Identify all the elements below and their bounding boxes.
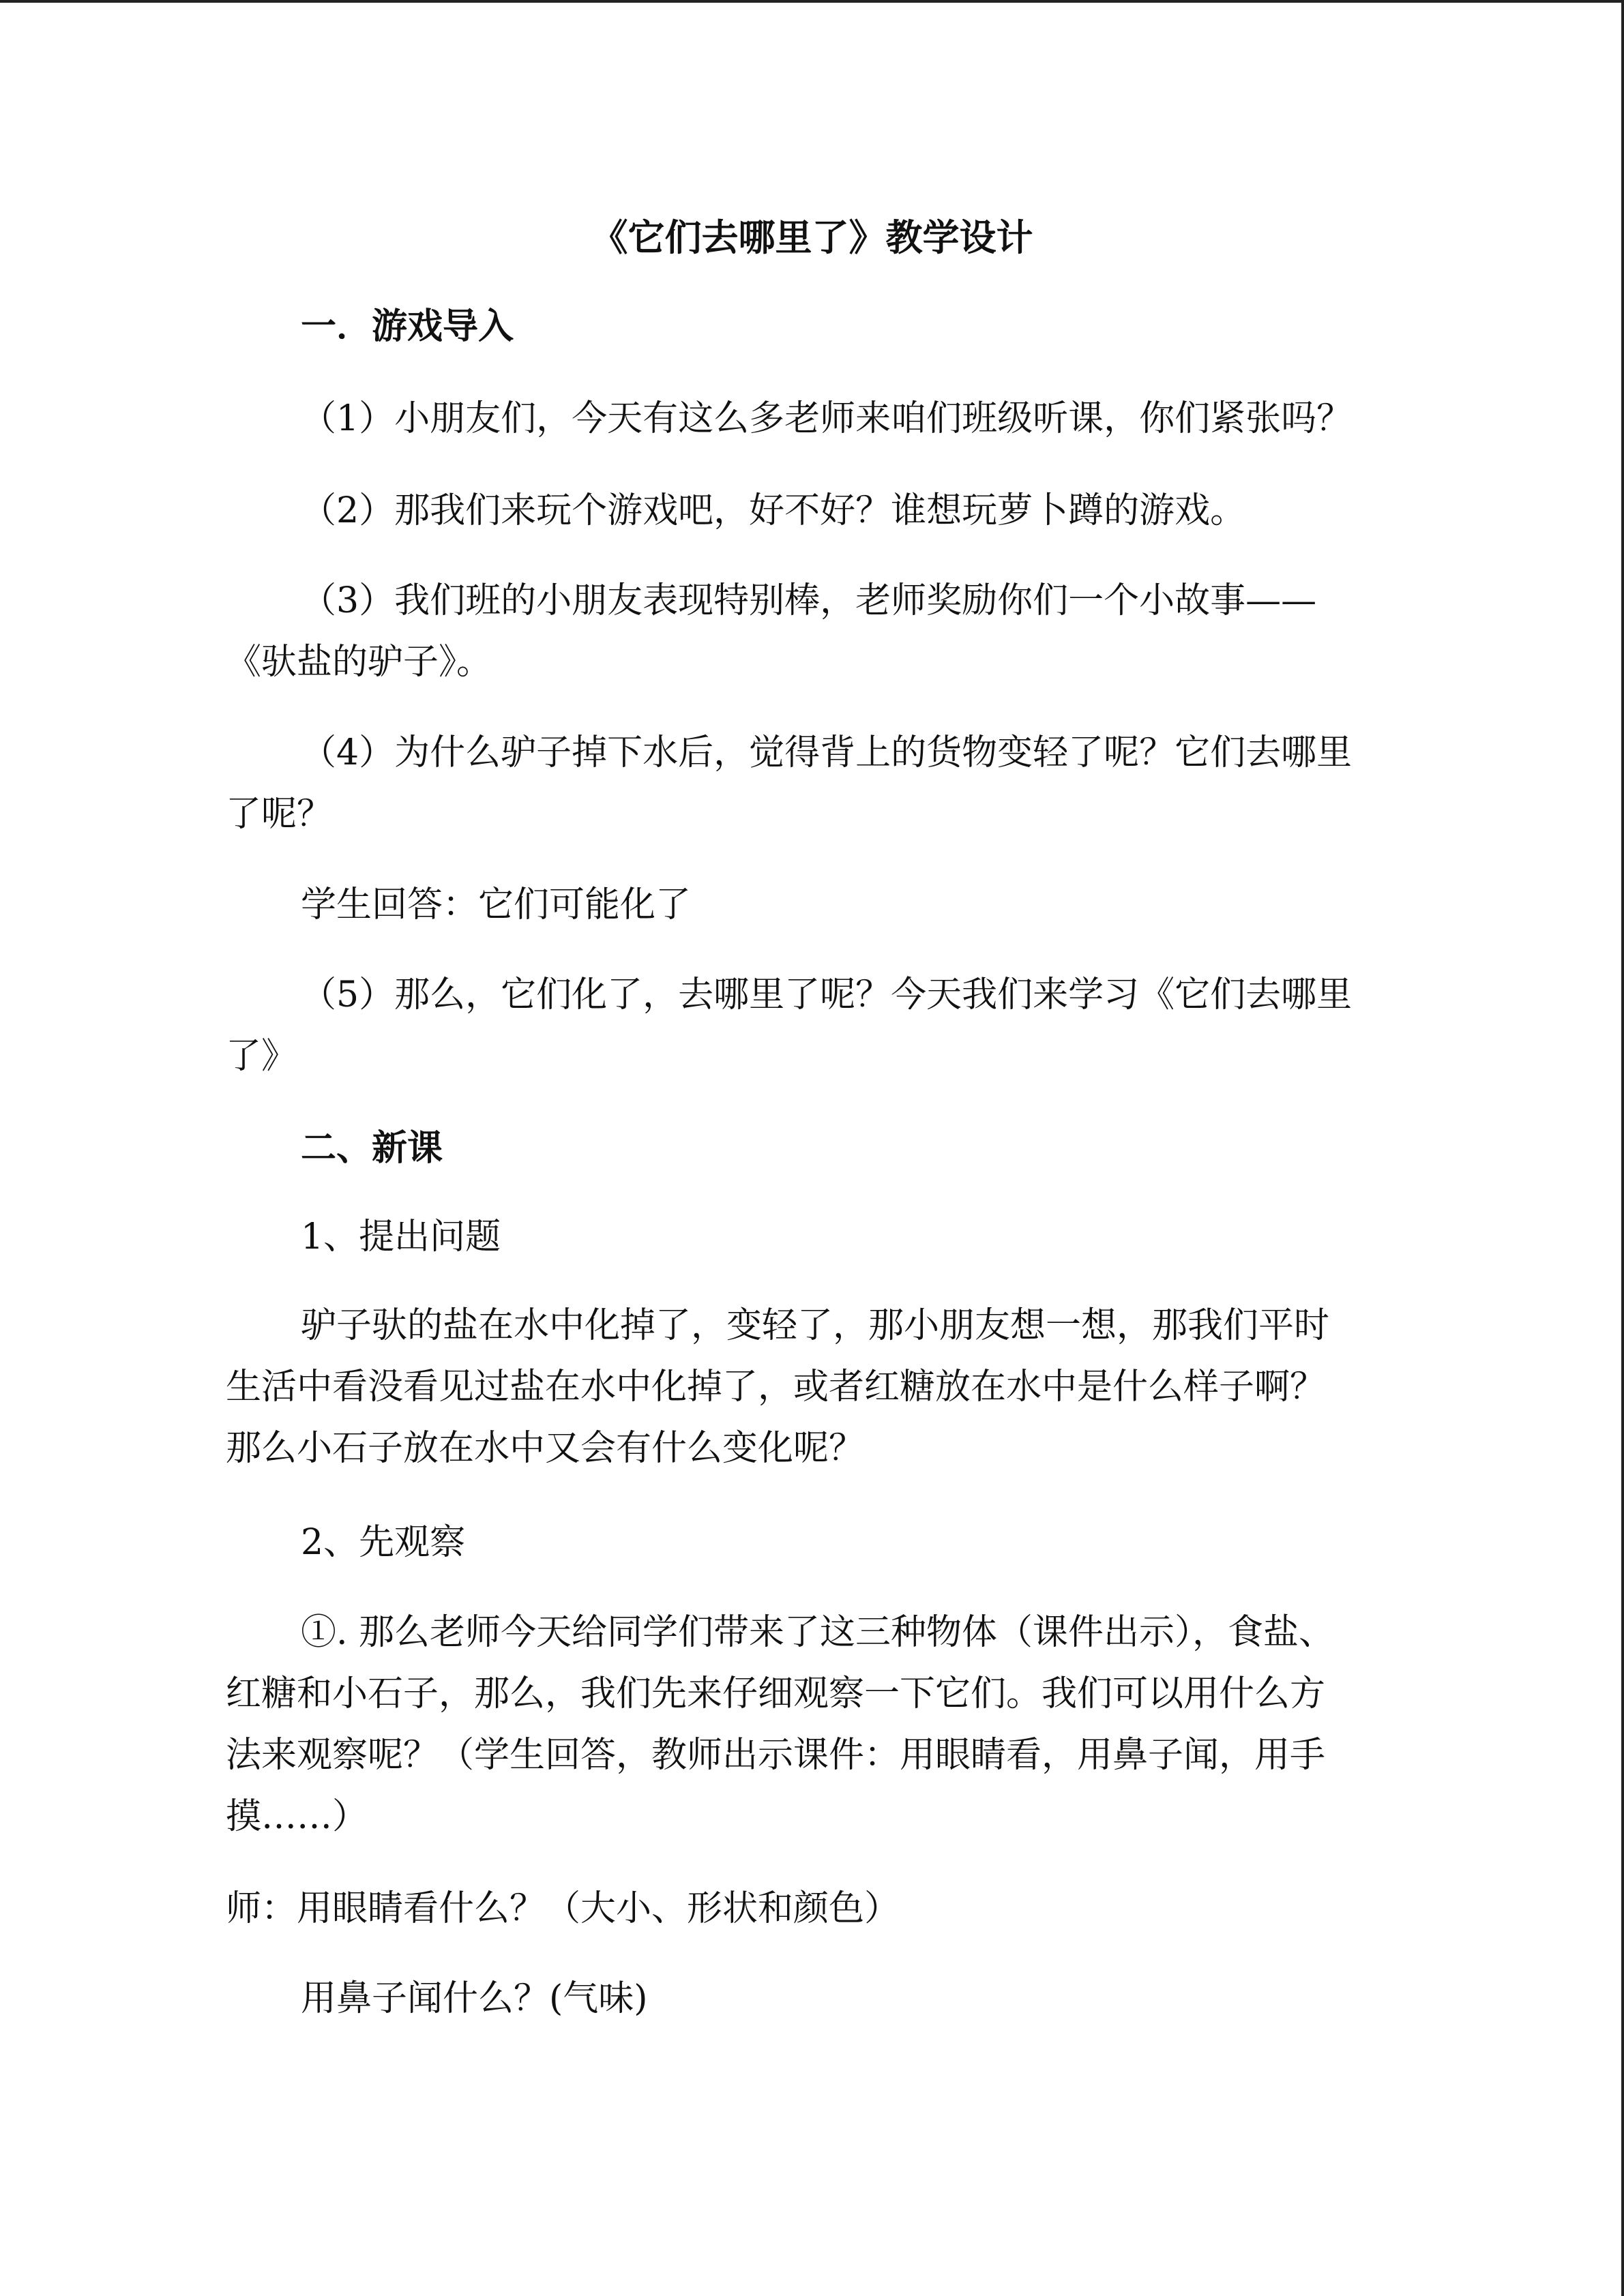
section-heading-new-lesson: 二、新课 bbox=[301, 1128, 443, 1169]
paragraph-question-line-1: 驴子驮的盐在水中化掉了，变轻了，那小朋友想一想，那我们平时 bbox=[301, 1305, 1330, 1346]
paragraph-item-2: （2）那我们来玩个游戏吧，好不好？谁想玩萝卜蹲的游戏。 bbox=[301, 490, 1246, 531]
subheading-raise-question: 1、提出问题 bbox=[301, 1217, 501, 1257]
page-title: 《它们去哪里了》教学设计 bbox=[591, 216, 1033, 259]
paragraph-question-line-3: 那么小石子放在水中又会有什么变化呢？ bbox=[226, 1428, 865, 1469]
paragraph-item-3-line-2: 《驮盐的驴子》。 bbox=[226, 642, 492, 683]
paragraph-observe-line-1: ①. 那么老师今天给同学们带来了这三种物体（课件出示），食盐、 bbox=[301, 1612, 1335, 1653]
paragraph-observe-line-4: 摸……） bbox=[226, 1796, 368, 1837]
paragraph-item-5-line-2: 了》 bbox=[226, 1036, 297, 1077]
paragraph-item-5-line-1: （5）那么，它们化了，去哪里了呢？今天我们来学习《它们去哪里 bbox=[301, 974, 1353, 1015]
section-heading-game-intro: 一．游戏导入 bbox=[301, 306, 514, 347]
paragraph-item-4-line-1: （4）为什么驴子掉下水后，觉得背上的货物变轻了呢？它们去哪里 bbox=[301, 732, 1353, 773]
subheading-observe: 2、先观察 bbox=[301, 1522, 466, 1563]
paragraph-question-line-2: 生活中看没看见过盐在水中化掉了，或者红糖放在水中是什么样子啊？ bbox=[226, 1367, 1326, 1407]
paragraph-item-4-line-2: 了呢？ bbox=[226, 794, 333, 835]
paragraph-observe-line-2: 红糖和小石子，那么，我们先来仔细观察一下它们。我们可以用什么方 bbox=[226, 1673, 1326, 1714]
paragraph-item-1: （1）小朋友们，今天有这么多老师来咱们班级听课，你们紧张吗？ bbox=[301, 398, 1353, 439]
teacher-question-2: 用鼻子闻什么？(气味) bbox=[301, 1978, 648, 2019]
teacher-question-1: 师：用眼睛看什么？（大小、形状和颜色） bbox=[226, 1888, 900, 1929]
paragraph-observe-line-3: 法来观察呢？（学生回答，教师出示课件：用眼睛看，用鼻子闻，用手 bbox=[226, 1735, 1326, 1776]
paragraph-item-3-line-1: （3）我们班的小朋友表现特别棒，老师奖励你们一个小故事—— bbox=[301, 580, 1317, 621]
student-answer: 学生回答：它们可能化了 bbox=[301, 884, 692, 925]
